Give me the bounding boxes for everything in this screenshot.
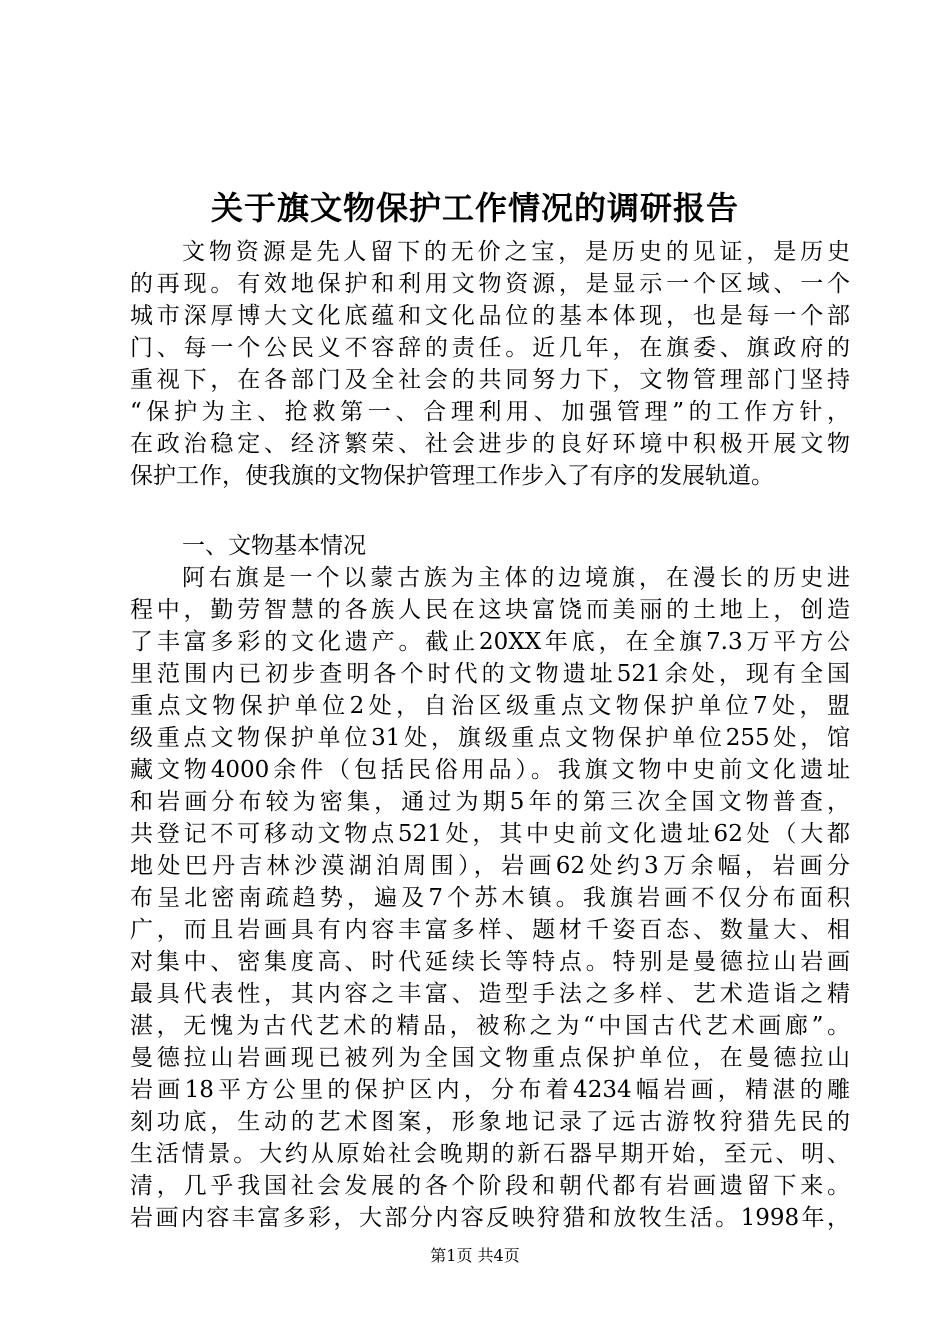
- paragraph-line: 级重点文物保护单位31处，旗级重点文物保护单位255处，馆: [130, 725, 850, 751]
- paragraph-line: 曼德拉山岩画现已被列为全国文物重点保护单位，在曼德拉山: [130, 1045, 850, 1071]
- intro-paragraph: [130, 236, 850, 492]
- paragraph-line: 了丰富多彩的文化遗产。截止20XX年底，在全旗7.3万平方公: [130, 629, 850, 655]
- paragraph-line: 阿右旗是一个以蒙古族为主体的边境旗，在漫长的历史进: [182, 565, 850, 591]
- paragraph-line: 对集中、密集度高、时代延续长等特点。特别是曼德拉山岩画: [130, 949, 850, 975]
- paragraph-line: 里范围内已初步查明各个时代的文物遗址521余处，现有全国: [130, 661, 850, 687]
- document-title: 关于旗文物保护工作情况的调研报告: [210, 189, 739, 227]
- paragraph-line: “保护为主、抢救第一、合理利用、加强管理”的工作方针，: [130, 399, 850, 425]
- paragraph-line: 重点文物保护单位2处，自治区级重点文物保护单位7处，盟: [130, 693, 850, 719]
- paragraph-line: 文物资源是先人留下的无价之宝，是历史的见证，是历史: [182, 239, 850, 265]
- paragraph-line: 岩画内容丰富多彩，大部分内容反映狩猎和放牧生活。1998年，: [130, 1205, 850, 1231]
- paragraph-line: 重视下，在各部门及全社会的共同努力下，文物管理部门坚持: [130, 367, 850, 393]
- paragraph-line: 保护工作，使我旗的文物保护管理工作步入了有序的发展轨道。: [130, 463, 774, 489]
- paragraph-line: 地处巴丹吉林沙漠湖泊周围），岩画62处约3万余幅，岩画分: [130, 853, 850, 879]
- paragraph-line: 门、每一个公民义不容辞的责任。近几年，在旗委、旗政府的: [130, 335, 850, 361]
- paragraph-line: 和岩画分布较为密集，通过为期5年的第三次全国文物普查，: [130, 789, 850, 815]
- paragraph-line: 湛，无愧为古代艺术的精品，被称之为“中国古代艺术画廊”。: [130, 1013, 850, 1039]
- paragraph-line: 藏文物4000余件（包括民俗用品）。我旗文物中史前文化遗址: [130, 757, 850, 783]
- paragraph-line: 生活情景。大约从原始社会晚期的新石器早期开始，至元、明、: [130, 1141, 850, 1167]
- paragraph-line: 布呈北密南疏趋势，遍及7个苏木镇。我旗岩画不仅分布面积: [130, 885, 850, 911]
- paragraph-line: 在政治稳定、经济繁荣、社会进步的良好环境中积极开展文物: [130, 431, 850, 457]
- paragraph-line: 程中，勤劳智慧的各族人民在这块富饶而美丽的土地上，创造: [130, 597, 850, 623]
- basic-info-paragraph: [130, 562, 850, 1234]
- paragraph-line: 岩画18平方公里的保护区内，分布着4234幅岩画，精湛的雕: [130, 1077, 850, 1103]
- paragraph-line: 最具代表性，其内容之丰富、造型手法之多样、艺术造诣之精: [130, 981, 850, 1007]
- paragraph-line: 清，几乎我国社会发展的各个阶段和朝代都有岩画遗留下来。: [130, 1173, 850, 1199]
- paragraph-spacer: [130, 492, 850, 530]
- paragraph-line: 广，而且岩画具有内容丰富多样、题材千姿百态、数量大、相: [130, 917, 850, 943]
- paragraph-line: 城市深厚博大文化底蕴和文化品位的基本体现，也是每一个部: [130, 303, 850, 329]
- paragraph-line: 共登记不可移动文物点521处，其中史前文化遗址62处（大都: [130, 821, 850, 847]
- paragraph-line: 刻功底，生动的艺术图案，形象地记录了远古游牧狩猎先民的: [130, 1109, 850, 1135]
- document-body: [130, 236, 850, 1234]
- section-heading: 一、文物基本情况: [182, 533, 366, 559]
- page-footer: 第1页 共4页: [430, 1246, 520, 1265]
- paragraph-line: 的再现。有效地保护和利用文物资源，是显示一个区域、一个: [130, 271, 850, 297]
